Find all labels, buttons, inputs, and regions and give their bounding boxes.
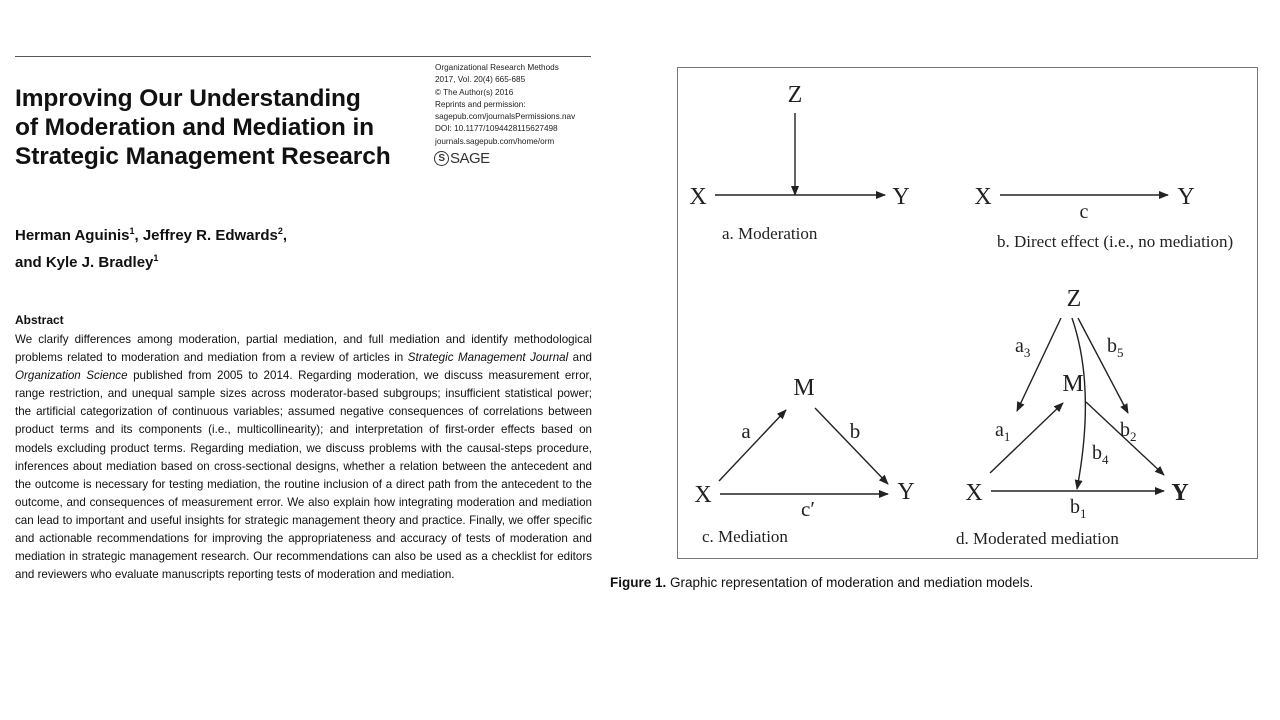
panel-d-a3-label: $a_3$ <box>1015 335 1031 360</box>
panel-b-path-label: c <box>1079 201 1089 223</box>
panel-a-moderation <box>689 82 909 243</box>
panel-b-x-node: X <box>974 184 992 210</box>
panel-d-b5-label: $b_5$ <box>1107 335 1124 360</box>
panel-b-y-node: Y <box>1177 184 1195 210</box>
panel-d-z-to-direct-path-arrow <box>1072 318 1085 489</box>
sage-logo-icon: S <box>434 151 449 166</box>
panel-b-caption: b. Direct effect (i.e., no mediation) <box>997 232 1234 251</box>
title-line-3: Strategic Management Research <box>15 143 391 170</box>
panel-b-direct-effect <box>974 184 1233 251</box>
panel-c-mediation <box>694 375 914 546</box>
abstract-journal-ref: Strategic Management Journal <box>407 351 569 365</box>
affiliation-mark: 2 <box>277 226 283 236</box>
panel-d-y-node: Y <box>1171 480 1189 506</box>
author-aguinis: Herman Aguinis <box>15 227 130 244</box>
panel-c-path-c-prime-label: c′ <box>801 497 815 521</box>
panel-d-b1-label: $b_1$ <box>1070 496 1087 521</box>
journal-name: Organizational Research Methods <box>435 63 559 72</box>
affiliation-mark: 1 <box>129 226 135 236</box>
figure-diagram <box>678 68 1259 560</box>
panel-d-caption: d. Moderated mediation <box>956 529 1119 548</box>
panel-a-y-node: Y <box>892 184 910 210</box>
panel-c-x-node: X <box>694 482 712 508</box>
panel-a-x-node: X <box>689 184 707 210</box>
author-bradley: and Kyle J. Bradley <box>15 254 154 271</box>
abstract-text: published from 2005 to 2014. Regarding moderation, we discuss measurement error, range restriction, and unequal sample sizes across moderator-based subgroups; insufficient statistical power; the artificial categorization of continuous variables; assumed negative consequences of correlations between product terms and its components (i.e., multicollinearity); and interpretation of first-order effects based on models excluding product terms. Regarding mediation, we discuss problems with the causal-steps procedure, inferences about mediation based on cross-sectional designs, whether a relation between the antecedent and the outcome is necessary for testing mediation, the routine inclusion of a direct path from the antecedent to the outcome, and consequences of measurement error. We also explain how integrating moderation and mediation can lead to important and useful insights for strategic management theory and practice. Finally, we offer specific and actionable recommendations for improving the appropriateness and accuracy of tests of moderation and mediation in strategic management research. Our recommendations can also be used as a checklist for editors and reviewers who evaluate manuscripts reporting tests of moderation and mediation. <box>15 369 592 582</box>
sage-logo <box>434 150 490 167</box>
panel-d-b4-label: $b_4$ <box>1092 442 1109 467</box>
panel-a-caption: a. Moderation <box>722 224 818 243</box>
abstract-text: We clarify differences among moderation, partial mediation, and full mediation and identify methodological problems related to moderation and mediation from a review of articles in <box>15 333 592 365</box>
author-separator: , <box>282 227 288 244</box>
journal-reprints: Reprints and permission: <box>435 99 526 109</box>
title-line-1: Improving Our Understanding <box>15 85 361 112</box>
abstract-heading: Abstract <box>15 313 64 327</box>
title-line-2: of Moderation and Mediation in <box>15 114 375 141</box>
panel-c-path-a-label: a <box>741 419 751 443</box>
panel-d-m-node: M <box>1062 371 1084 397</box>
panel-a-z-node: Z <box>787 82 803 108</box>
panel-d-x-node: X <box>965 480 983 506</box>
panel-d-z-node: Z <box>1066 286 1082 312</box>
abstract-text: and <box>568 351 592 365</box>
journal-permissions-link[interactable]: sagepub.com/journalsPermissions.nav <box>435 112 576 122</box>
figure-caption-label: Figure 1. <box>610 575 667 590</box>
figure-caption-text: Graphic representation of moderation and mediation models. <box>666 575 1034 590</box>
authors <box>15 220 287 274</box>
journal-home-link[interactable]: journals.sagepub.com/home/orm <box>435 136 555 146</box>
figure-frame <box>677 67 1258 559</box>
panel-d-moderated-mediation <box>956 286 1189 548</box>
panel-d-b2-label: $b_2$ <box>1120 419 1137 444</box>
panel-d-a1-label: $a_1$ <box>995 419 1011 444</box>
authors-line-2 <box>15 247 287 274</box>
top-rule <box>15 56 591 57</box>
abstract-journal-ref: Organization Science <box>15 369 128 383</box>
panel-c-y-node: Y <box>897 479 915 505</box>
journal-copyright: © The Author(s) 2016 <box>435 87 514 97</box>
figure-caption <box>610 575 1033 590</box>
panel-c-path-b-label: b <box>849 419 861 443</box>
journal-doi[interactable]: DOI: 10.1177/1094428115627498 <box>435 124 558 134</box>
affiliation-mark: 1 <box>153 253 159 263</box>
panel-c-caption: c. Mediation <box>702 527 788 546</box>
paper-title <box>15 84 435 171</box>
journal-volume: 2017, Vol. 20(4) 665-685 <box>435 75 526 85</box>
author-edwards: , Jeffrey R. Edwards <box>134 227 278 244</box>
panel-c-x-to-m-arrow <box>719 410 786 481</box>
panel-d-z-to-a-path-arrow <box>1017 318 1061 411</box>
abstract-body <box>15 331 592 584</box>
panel-c-m-node: M <box>793 375 815 401</box>
sage-logo-text: SAGE <box>450 150 490 167</box>
journal-meta <box>435 62 605 148</box>
authors-line-1 <box>15 220 287 247</box>
